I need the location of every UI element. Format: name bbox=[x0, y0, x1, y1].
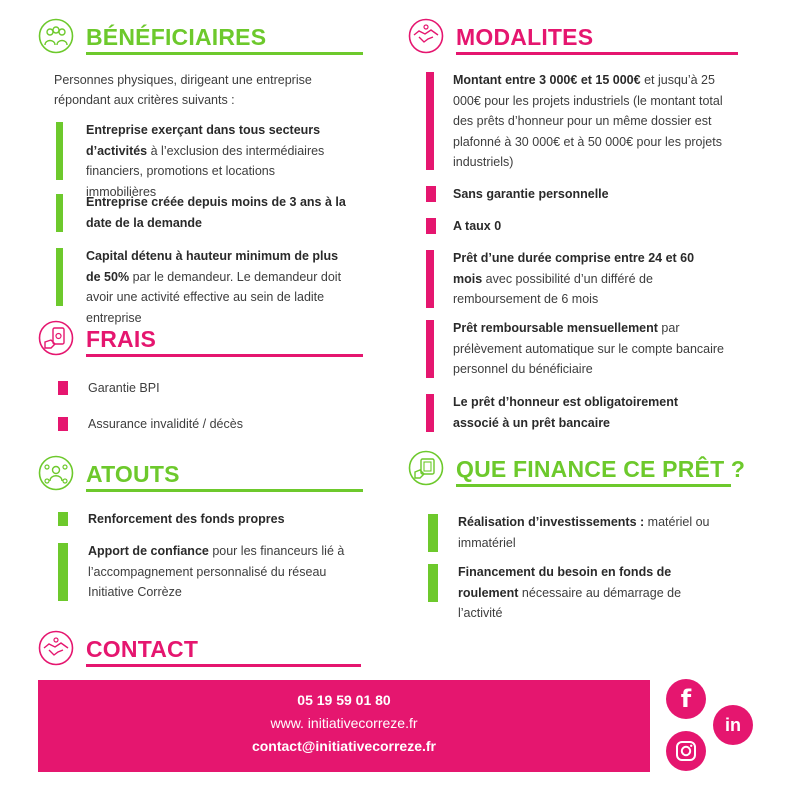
section-title: QUE FINANCE CE PRÊT ? bbox=[456, 456, 746, 482]
instagram-glyph bbox=[675, 740, 697, 762]
section-title: MODALITES bbox=[456, 24, 594, 50]
list-item: Entreprise créée depuis moins de 3 ans à la date de la demande bbox=[56, 192, 346, 234]
linkedin-icon[interactable] bbox=[713, 705, 753, 745]
instagram-icon[interactable] bbox=[666, 731, 706, 771]
bullet-bar bbox=[58, 512, 68, 526]
bullet-bar bbox=[56, 248, 63, 306]
section-title: FRAIS bbox=[86, 326, 156, 352]
bullet-bar bbox=[426, 186, 436, 202]
list-item: Financement du besoin en fonds de roulement nécessaire au démarrage de l’activité bbox=[428, 562, 728, 604]
section-frais bbox=[38, 320, 363, 436]
list-item: Réalisation d’investissements : matériel ou immatériel bbox=[428, 512, 728, 554]
bullet-bar bbox=[428, 564, 438, 602]
bullet-bar bbox=[428, 514, 438, 552]
people-group-icon bbox=[38, 18, 74, 54]
list-item: Prêt d’une durée comprise entre 24 et 60 mois avec possibilité d’un différé de remboursement de 6 mois bbox=[426, 248, 726, 310]
section-title: ATOUTS bbox=[86, 461, 180, 487]
bullet-bar bbox=[56, 122, 63, 180]
bullet-bar bbox=[426, 320, 434, 378]
list-item: Assurance invalidité / décès bbox=[58, 414, 363, 436]
facebook-label: f bbox=[680, 685, 692, 713]
section-rule bbox=[86, 354, 363, 357]
bullet-bar bbox=[58, 417, 68, 431]
section-rule bbox=[456, 52, 738, 55]
bullet-bar bbox=[56, 194, 63, 232]
list-item: Apport de confiance pour les financeurs lié à l’accompagnement personnalisé du réseau Initiative Corrèze bbox=[58, 541, 348, 603]
list-item: A taux 0 bbox=[426, 216, 738, 238]
contact-website[interactable]: www. initiativecorreze.fr bbox=[270, 715, 418, 731]
list-item: Sans garantie personnelle bbox=[426, 184, 738, 206]
section-rule bbox=[456, 484, 731, 487]
list-item: Capital détenu à hauteur minimum de plus de 50% par le demandeur. Le demandeur doit avoir une activité effective au sein de ladite entreprise bbox=[56, 246, 346, 308]
list-item: Prêt remboursable mensuellement par prélèvement automatique sur le compte bancaire personnel du bénéficiaire bbox=[426, 318, 726, 380]
section-rule bbox=[86, 664, 361, 667]
contact-email[interactable]: contact@initiativecorreze.fr bbox=[251, 738, 437, 754]
list-item: Garantie BPI bbox=[58, 378, 363, 400]
section-finance bbox=[408, 450, 746, 620]
bullet-bar bbox=[58, 543, 68, 601]
section-beneficiaires bbox=[38, 18, 363, 325]
linkedin-label: in bbox=[725, 714, 741, 735]
section-rule bbox=[86, 52, 363, 55]
bullet-bar bbox=[426, 250, 434, 308]
section-header bbox=[38, 18, 363, 58]
list-item: Le prêt d’honneur est obligatoirement associé à un prêt bancaire bbox=[426, 392, 726, 434]
section-title: BÉNÉFICIAIRES bbox=[86, 24, 267, 50]
list-item: Renforcement des fonds propres bbox=[58, 509, 348, 531]
section-title: CONTACT bbox=[86, 636, 199, 662]
section-contact bbox=[38, 630, 368, 670]
section-atouts bbox=[38, 455, 363, 603]
contact-box bbox=[38, 680, 650, 772]
section-header bbox=[38, 320, 363, 360]
bullet-bar bbox=[426, 394, 434, 432]
money-bills-icon bbox=[408, 450, 444, 486]
section-header bbox=[408, 450, 746, 490]
section-rule bbox=[86, 489, 363, 492]
money-hand-icon bbox=[38, 320, 74, 356]
network-people-icon bbox=[38, 455, 74, 491]
bullet-bar bbox=[58, 381, 68, 395]
facebook-icon[interactable] bbox=[666, 679, 706, 719]
bullet-bar bbox=[426, 72, 434, 170]
list-item: Montant entre 3 000€ et 15 000€ et jusqu’à 25 000€ pour les projets industriels (le montant total des prêts d’honneur pour un même dossier est plafonné à 30 000€ et à 50 000€ pour les projets industriels) bbox=[426, 70, 731, 172]
contact-handshake-icon bbox=[38, 630, 74, 666]
section-header bbox=[38, 455, 363, 495]
bullet-bar bbox=[426, 218, 436, 234]
section-header bbox=[38, 630, 368, 670]
contact-phone[interactable]: 05 19 59 01 80 bbox=[297, 692, 391, 708]
intro-text: Personnes physiques, dirigeant une entreprise répondant aux critères suivants : bbox=[54, 73, 312, 107]
handshake-icon bbox=[408, 18, 444, 54]
list-item: Entreprise exerçant dans tous secteurs d’activités à l’exclusion des intermédiaires financiers, promotions et locations immobilières bbox=[56, 120, 346, 182]
section-header bbox=[408, 18, 738, 58]
section-modalites bbox=[408, 18, 738, 434]
